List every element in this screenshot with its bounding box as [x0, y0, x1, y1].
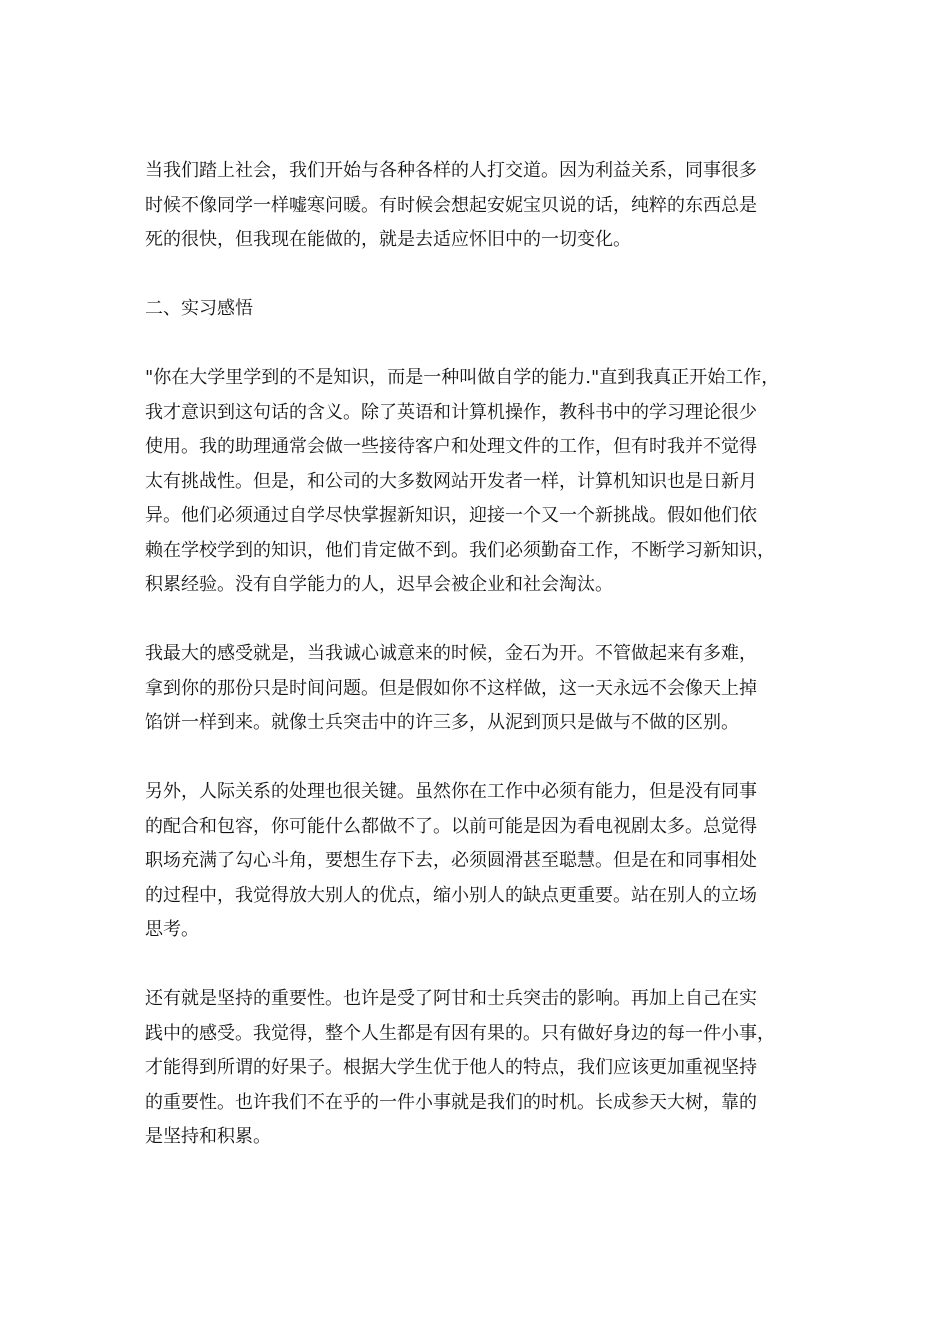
text-line: 我最大的感受就是，当我诚心诚意来的时候，金石为开。不管做起来有多难， [145, 643, 757, 664]
text-line: 赖在学校学到的知识，他们肯定做不到。我们必须勤奋工作，不断学习新知识， [145, 539, 775, 561]
paragraph-social-adaptation [145, 154, 810, 258]
paragraph-persistence [145, 982, 810, 1155]
paragraph-self-learning [145, 361, 810, 603]
text-line: 职场充满了勾心斗角，要想生存下去，必须圆滑甚至聪慧。但是在和同事相处 [145, 850, 757, 871]
text-line: 的过程中，我觉得放大别人的优点，缩小别人的缺点更重要。站在别人的立场 [145, 884, 757, 906]
text-line: "你在大学里学到的不是知识，而是一种叫做自学的能力."直到我真正开始工作， [145, 367, 780, 388]
text-line: 死的很快，但我现在能做的，就是去适应怀旧中的一切变化。 [145, 229, 631, 250]
text-line: 异。他们必须通过自学尽快掌握新知识，迎接一个又一个新挑战。假如他们依 [145, 505, 757, 526]
text-line: 还有就是坚持的重要性。也许是受了阿甘和士兵突击的影响。再加上自己在实 [145, 988, 757, 1009]
section-heading [145, 292, 810, 327]
text-line: 太有挑战性。但是，和公司的大多数网站开发者一样，计算机知识也是日新月 [145, 470, 757, 492]
text-line: 馅饼一样到来。就像士兵突击中的许三多，从泥到顶只是做与不做的区别。 [145, 712, 739, 733]
paragraph-sincerity [145, 637, 810, 741]
text-line: 当我们踏上社会，我们开始与各种各样的人打交道。因为利益关系，同事很多 [145, 160, 757, 181]
heading-text: 二、实习感悟 [145, 298, 253, 319]
text-line: 拿到你的那份只是时间问题。但是假如你不这样做，这一天永远不会像天上掉 [145, 677, 757, 699]
text-line: 践中的感受。我觉得，整个人生都是有因有果的。只有做好身边的每一件小事， [145, 1022, 775, 1044]
paragraph-relationships [145, 775, 810, 948]
text-line: 我才意识到这句话的含义。除了英语和计算机操作，教科书中的学习理论很少 [145, 401, 757, 423]
text-line: 才能得到所谓的好果子。根据大学生优于他人的特点，我们应该更加重视坚持 [145, 1057, 757, 1078]
text-line: 的重要性。也许我们不在乎的一件小事就是我们的时机。长成参天大树，靠的 [145, 1091, 757, 1113]
text-line: 是坚持和积累。 [145, 1126, 271, 1147]
text-line: 另外，人际关系的处理也很关键。虽然你在工作中必须有能力，但是没有同事 [145, 781, 757, 802]
text-line: 积累经验。没有自学能力的人，迟早会被企业和社会淘汰。 [145, 574, 613, 595]
document-body [145, 154, 810, 1189]
text-line: 思考。 [145, 919, 199, 940]
text-line: 时候不像同学一样嘘寒问暖。有时候会想起安妮宝贝说的话，纯粹的东西总是 [145, 194, 757, 216]
text-line: 使用。我的助理通常会做一些接待客户和处理文件的工作，但有时我并不觉得 [145, 436, 757, 457]
text-line: 的配合和包容，你可能什么都做不了。以前可能是因为看电视剧太多。总觉得 [145, 815, 757, 837]
